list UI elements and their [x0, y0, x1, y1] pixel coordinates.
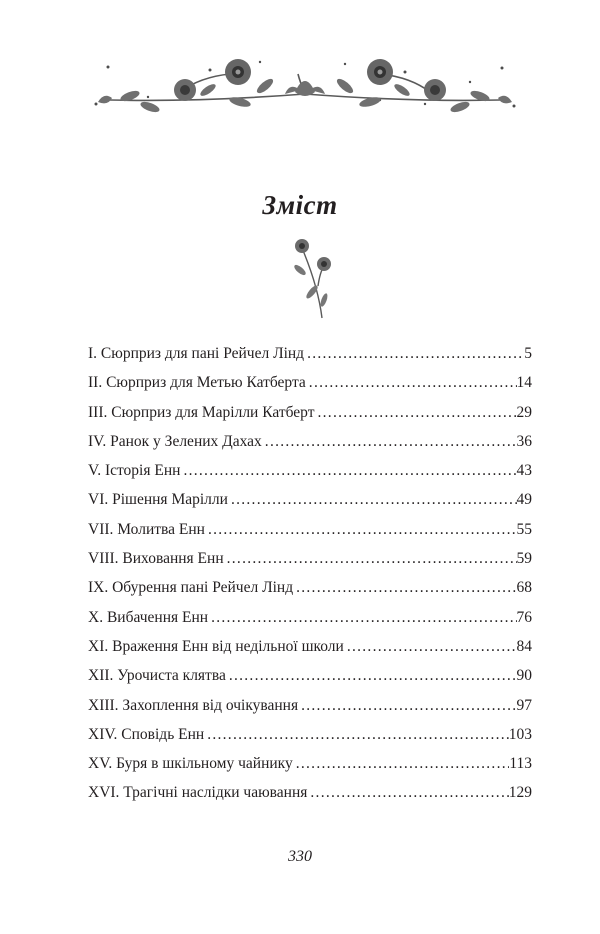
dot-leader	[262, 433, 517, 451]
toc-entry-title: XIV. Сповідь Енн	[88, 725, 205, 743]
dot-leader	[344, 638, 517, 656]
floral-garland-icon	[90, 52, 520, 132]
table-of-contents	[88, 345, 532, 814]
toc-entry-page: 68	[516, 579, 532, 597]
dot-leader	[307, 784, 508, 802]
toc-entry-title: VII. Молитва Енн	[88, 520, 205, 538]
flower-sprig-icon	[282, 236, 332, 320]
toc-entry-title: XV. Буря в шкільному чайнику	[88, 755, 293, 773]
dot-leader	[306, 374, 517, 392]
toc-entry-page: 76	[516, 608, 532, 626]
toc-entry-page: 129	[508, 784, 532, 802]
page-title: Зміст	[262, 190, 338, 220]
toc-entry[interactable]	[88, 345, 532, 374]
toc-entry-page: 97	[516, 696, 532, 714]
dot-leader	[315, 404, 517, 422]
toc-entry-page: 43	[516, 462, 532, 480]
toc-entry[interactable]	[88, 579, 532, 608]
toc-entry[interactable]	[88, 784, 532, 813]
dot-leader	[224, 550, 517, 568]
toc-entry-page: 113	[509, 755, 532, 773]
toc-entry-title: II. Сюрприз для Метью Катберта	[88, 374, 306, 392]
toc-entry-title: IV. Ранок у Зелених Дахах	[88, 432, 262, 450]
toc-entry[interactable]	[88, 462, 532, 491]
toc-entry[interactable]	[88, 521, 532, 550]
page-number: 330	[288, 848, 312, 865]
toc-entry-title: XVI. Трагічні наслідки чаювання	[88, 784, 308, 802]
toc-entry[interactable]	[88, 697, 532, 726]
dot-leader	[208, 609, 516, 627]
dot-leader	[304, 345, 524, 363]
toc-entry[interactable]	[88, 404, 532, 433]
toc-entry[interactable]	[88, 550, 532, 579]
toc-entry-page: 84	[516, 637, 532, 655]
toc-entry-page: 103	[508, 725, 532, 743]
toc-entry[interactable]	[88, 638, 532, 667]
toc-entry-page: 55	[516, 520, 532, 538]
toc-entry-title: VI. Рішення Марілли	[88, 491, 228, 509]
toc-entry-title: V. Історія Енн	[88, 462, 181, 480]
toc-entry-page: 14	[516, 374, 532, 392]
dot-leader	[204, 726, 509, 744]
toc-entry[interactable]	[88, 755, 532, 784]
dot-leader	[180, 462, 516, 480]
toc-entry-page: 49	[516, 491, 532, 509]
toc-entry-title: XI. Враження Енн від недільної школи	[88, 637, 344, 655]
toc-entry-page: 5	[524, 345, 532, 362]
toc-entry-title: X. Вибачення Енн	[88, 608, 209, 626]
toc-entry-title: XII. Урочиста клятва	[88, 667, 226, 685]
toc-entry-page: 59	[516, 550, 532, 568]
toc-entry-title: I. Сюрприз для пані Рейчел Лінд	[88, 345, 305, 362]
dot-leader	[293, 755, 510, 773]
toc-entry-title: III. Сюрприз для Марілли Катберт	[88, 403, 315, 421]
toc-entry-title: VIII. Виховання Енн	[88, 550, 224, 568]
dot-leader	[293, 579, 516, 597]
toc-entry[interactable]	[88, 667, 532, 696]
toc-entry[interactable]	[88, 609, 532, 638]
dot-leader	[226, 667, 517, 685]
toc-entry[interactable]	[88, 491, 532, 520]
toc-entry[interactable]	[88, 726, 532, 755]
toc-entry[interactable]	[88, 433, 532, 462]
toc-entry-title: XIII. Захоплення від очікування	[88, 696, 299, 714]
dot-leader	[205, 521, 517, 539]
toc-entry-page: 36	[516, 432, 532, 450]
dot-leader	[298, 697, 516, 715]
toc-entry-title: IX. Обурення пані Рейчел Лінд	[88, 579, 294, 597]
toc-entry-page: 90	[516, 667, 532, 685]
toc-entry-page: 29	[516, 403, 532, 421]
dot-leader	[228, 491, 517, 509]
toc-entry[interactable]	[88, 374, 532, 403]
